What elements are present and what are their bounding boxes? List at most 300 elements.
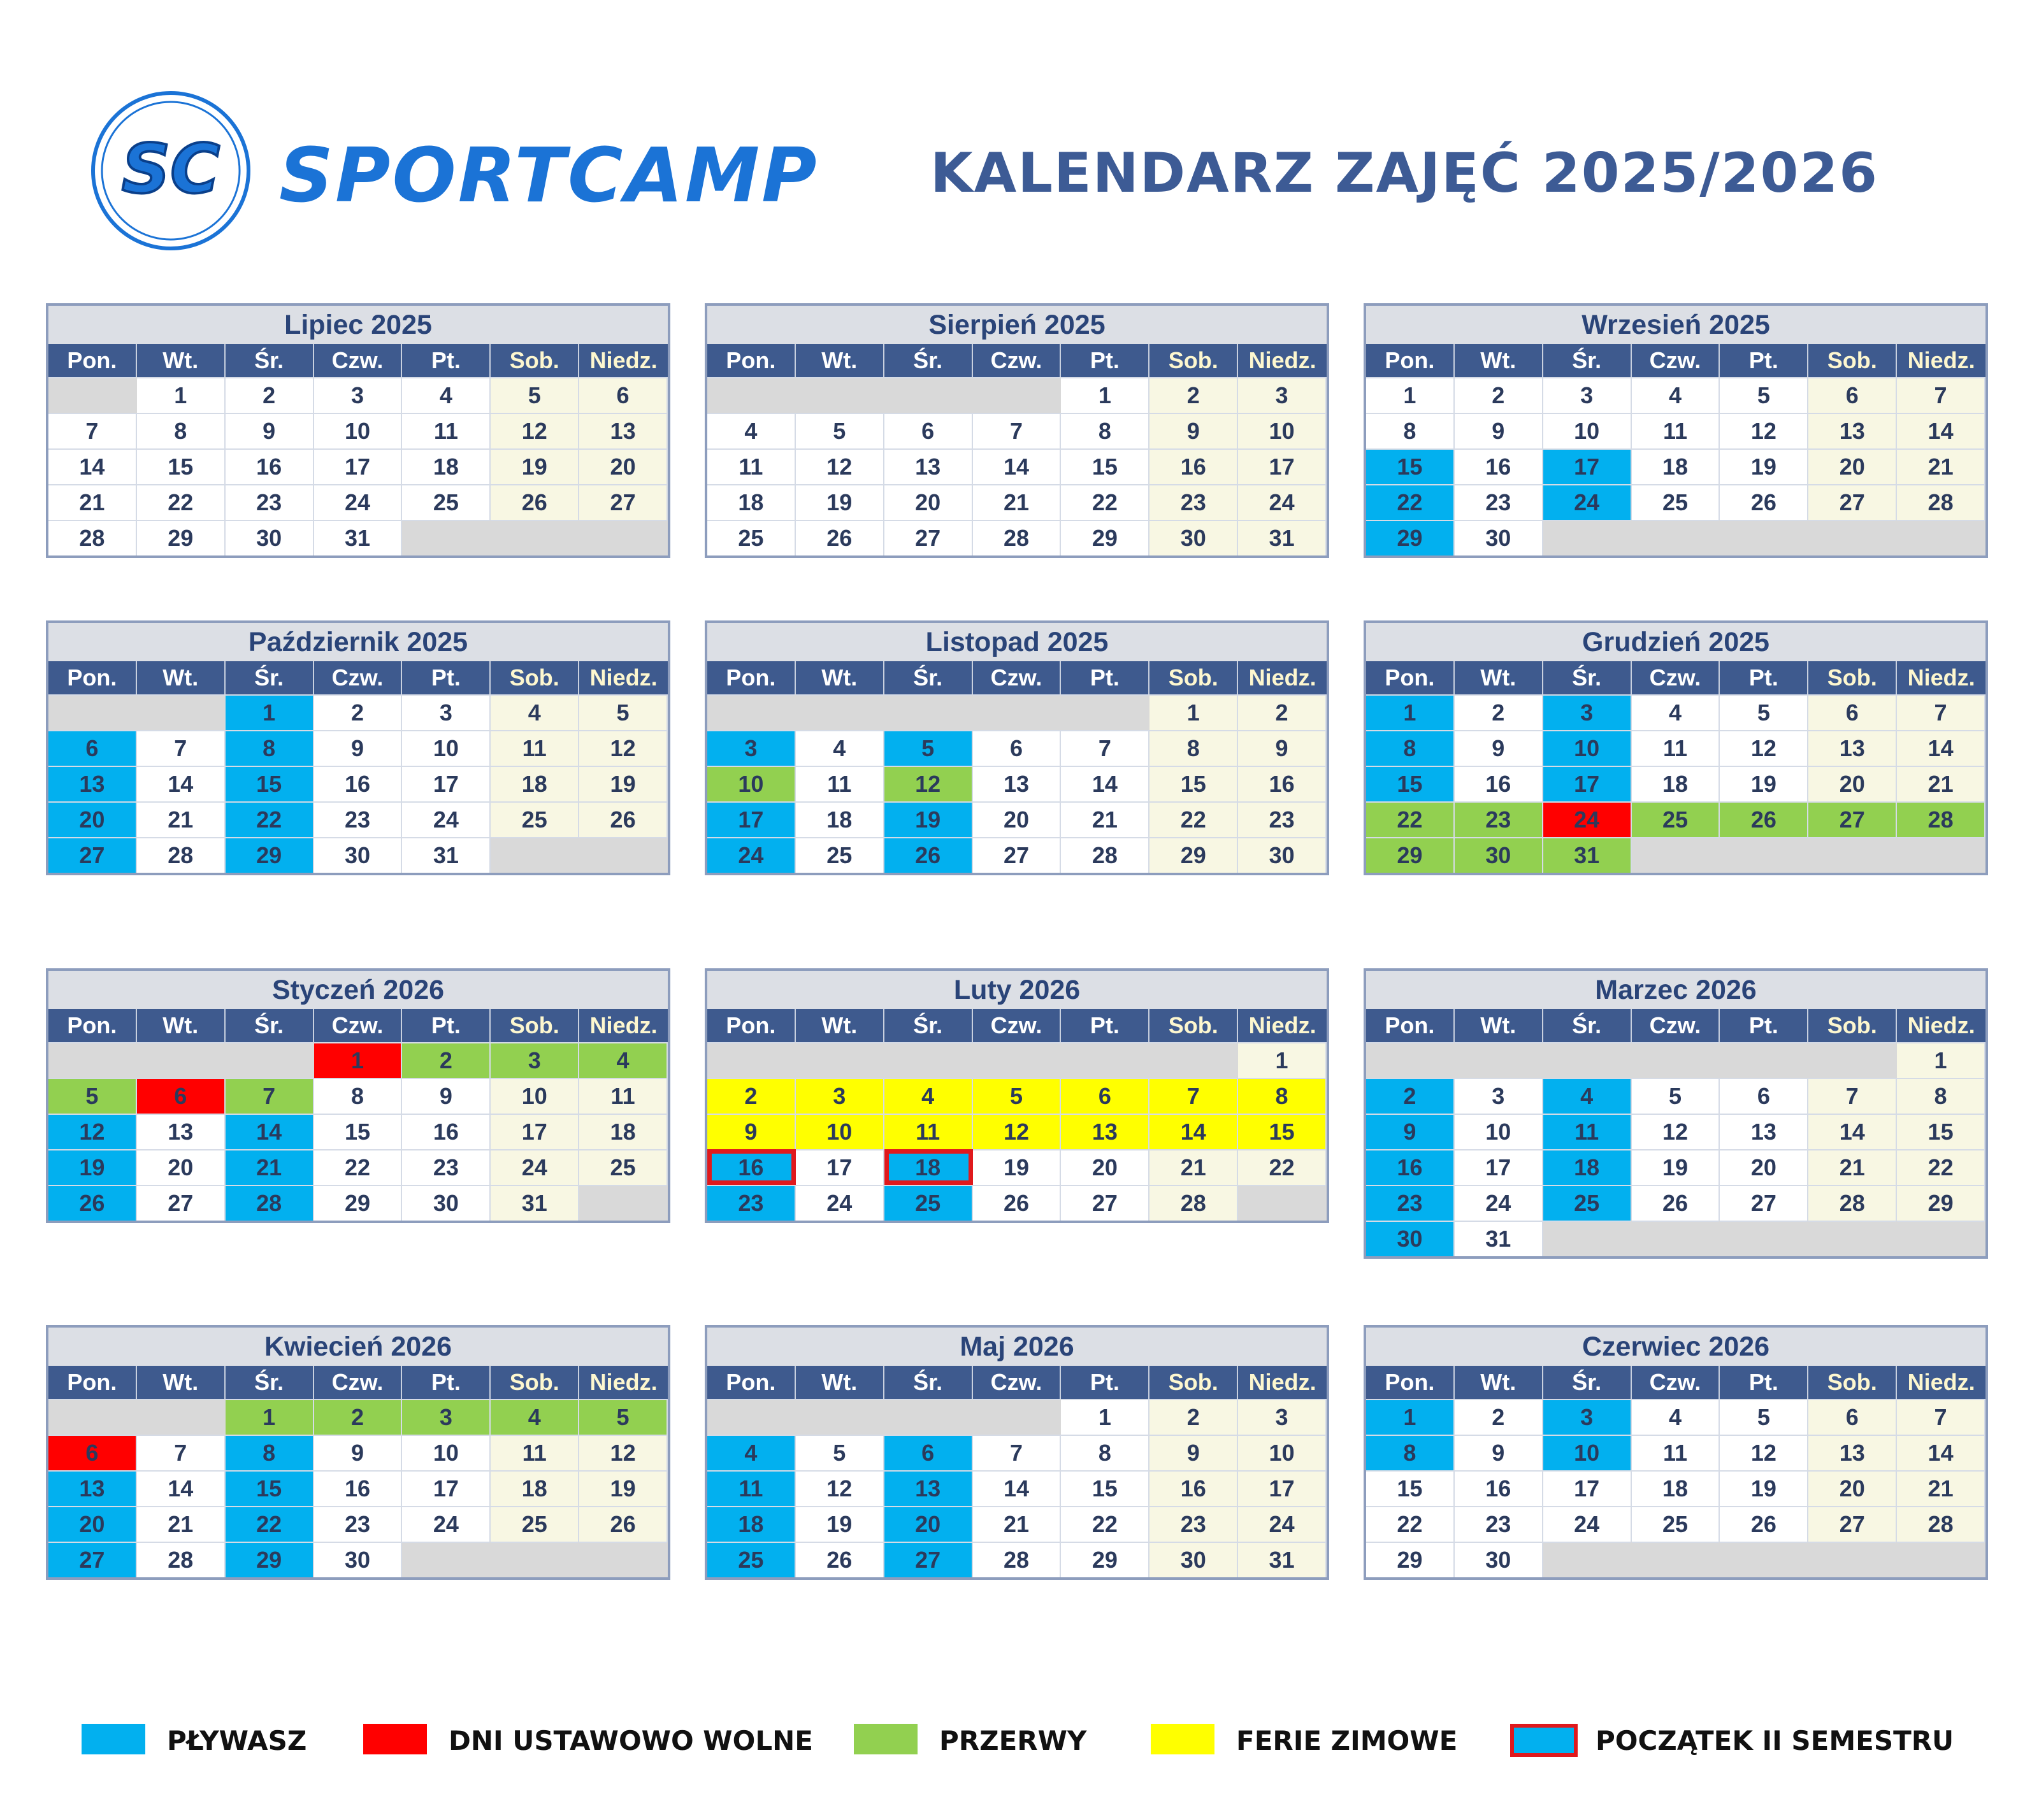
day-cell: 28 xyxy=(1897,1506,1985,1542)
empty-cell xyxy=(1897,520,1985,555)
day-cell: 14 xyxy=(1808,1114,1897,1149)
weekday-header: Pon. xyxy=(48,344,137,377)
day-cell: 17 xyxy=(1543,1470,1632,1506)
day-cell: 22 xyxy=(1366,484,1455,520)
day-cell: 6 xyxy=(884,1435,973,1470)
weekday-header: Sob. xyxy=(1808,344,1897,377)
month-title: Maj 2026 xyxy=(707,1328,1327,1366)
day-cell: 21 xyxy=(1897,1470,1985,1506)
weekday-header: Wt. xyxy=(137,661,226,694)
day-cell: 7 xyxy=(973,413,1062,448)
weekday-header: Pon. xyxy=(707,344,796,377)
day-cell: 20 xyxy=(884,484,973,520)
day-cell: 28 xyxy=(1149,1185,1238,1221)
day-cell: 16 xyxy=(1149,448,1238,484)
empty-cell xyxy=(796,1399,884,1435)
empty-cell xyxy=(226,1042,314,1078)
day-cell: 24 xyxy=(796,1185,884,1221)
day-cell: 9 xyxy=(1149,1435,1238,1470)
weekday-header: Śr. xyxy=(226,1366,314,1399)
day-cell: 20 xyxy=(48,801,137,837)
day-cell: 22 xyxy=(1149,801,1238,837)
day-cell: 24 xyxy=(402,1506,491,1542)
day-cell: 11 xyxy=(1632,730,1720,766)
empty-cell xyxy=(402,520,491,555)
empty-cell xyxy=(579,837,668,873)
day-cell: 6 xyxy=(137,1078,226,1114)
day-cell: 4 xyxy=(1632,1399,1720,1435)
weekday-header: Pt. xyxy=(1061,344,1149,377)
month-grid xyxy=(1366,1366,1985,1577)
empty-cell xyxy=(1149,1042,1238,1078)
day-cell: 11 xyxy=(707,1470,796,1506)
logo-monogram: SC xyxy=(121,130,220,208)
day-cell: 12 xyxy=(491,413,579,448)
day-cell: 11 xyxy=(884,1114,973,1149)
day-cell: 11 xyxy=(796,766,884,801)
day-cell: 15 xyxy=(1149,766,1238,801)
day-cell: 19 xyxy=(1720,448,1808,484)
day-cell: 2 xyxy=(1366,1078,1455,1114)
day-cell: 25 xyxy=(1632,1506,1720,1542)
day-cell: 16 xyxy=(707,1149,796,1185)
day-cell: 19 xyxy=(973,1149,1062,1185)
day-cell: 15 xyxy=(1366,1470,1455,1506)
day-cell: 22 xyxy=(226,801,314,837)
day-cell: 9 xyxy=(402,1078,491,1114)
empty-cell xyxy=(1632,1542,1720,1577)
day-cell: 18 xyxy=(1632,448,1720,484)
weekday-header: Sob. xyxy=(1808,1366,1897,1399)
day-cell: 5 xyxy=(1720,694,1808,730)
day-cell: 29 xyxy=(314,1185,403,1221)
month-grid xyxy=(1366,344,1985,555)
day-cell: 20 xyxy=(1808,1470,1897,1506)
day-cell: 12 xyxy=(1632,1114,1720,1149)
day-cell: 15 xyxy=(314,1114,403,1149)
weekday-header: Pt. xyxy=(1061,1009,1149,1042)
day-cell: 15 xyxy=(1897,1114,1985,1149)
month-title: Październik 2025 xyxy=(48,623,668,661)
day-cell: 23 xyxy=(226,484,314,520)
day-cell: 5 xyxy=(579,694,668,730)
empty-cell xyxy=(1366,1042,1455,1078)
day-cell: 23 xyxy=(1366,1185,1455,1221)
day-cell: 12 xyxy=(579,1435,668,1470)
day-cell: 26 xyxy=(579,801,668,837)
weekday-header: Pon. xyxy=(48,1009,137,1042)
day-cell: 17 xyxy=(1543,448,1632,484)
day-cell: 24 xyxy=(1455,1185,1543,1221)
weekday-header: Pon. xyxy=(707,1009,796,1042)
day-cell: 27 xyxy=(1808,801,1897,837)
empty-cell xyxy=(1543,1042,1632,1078)
weekday-header: Czw. xyxy=(314,661,403,694)
empty-cell xyxy=(491,1542,579,1577)
day-cell: 1 xyxy=(1061,1399,1149,1435)
empty-cell xyxy=(1808,1042,1897,1078)
day-cell: 16 xyxy=(314,766,403,801)
day-cell: 9 xyxy=(314,1435,403,1470)
day-cell: 21 xyxy=(1897,448,1985,484)
day-cell: 29 xyxy=(1061,1542,1149,1577)
day-cell: 14 xyxy=(137,1470,226,1506)
empty-cell xyxy=(1897,837,1985,873)
empty-cell xyxy=(491,837,579,873)
day-cell: 2 xyxy=(1238,694,1327,730)
day-cell: 14 xyxy=(48,448,137,484)
empty-cell xyxy=(48,1042,137,1078)
day-cell: 11 xyxy=(1632,1435,1720,1470)
day-cell: 4 xyxy=(1543,1078,1632,1114)
month-title: Listopad 2025 xyxy=(707,623,1327,661)
empty-cell xyxy=(1808,1221,1897,1256)
day-cell: 13 xyxy=(1808,413,1897,448)
day-cell: 18 xyxy=(579,1114,668,1149)
day-cell: 30 xyxy=(1149,520,1238,555)
weekday-header: Czw. xyxy=(973,344,1062,377)
weekday-header: Śr. xyxy=(226,344,314,377)
weekday-header: Niedz. xyxy=(579,1366,668,1399)
day-cell: 26 xyxy=(48,1185,137,1221)
day-cell: 22 xyxy=(1897,1149,1985,1185)
day-cell: 18 xyxy=(491,1470,579,1506)
day-cell: 13 xyxy=(973,766,1062,801)
day-cell: 8 xyxy=(137,413,226,448)
day-cell: 25 xyxy=(402,484,491,520)
day-cell: 28 xyxy=(137,837,226,873)
day-cell: 26 xyxy=(796,520,884,555)
weekday-header: Czw. xyxy=(314,1366,403,1399)
day-cell: 10 xyxy=(1543,1435,1632,1470)
weekday-header: Śr. xyxy=(1543,1366,1632,1399)
empty-cell xyxy=(1720,837,1808,873)
day-cell: 22 xyxy=(1366,1506,1455,1542)
day-cell: 1 xyxy=(1897,1042,1985,1078)
day-cell: 9 xyxy=(1455,1435,1543,1470)
weekday-header: Wt. xyxy=(796,1366,884,1399)
weekday-header: Sob. xyxy=(491,1009,579,1042)
day-cell: 17 xyxy=(1238,448,1327,484)
day-cell: 17 xyxy=(402,766,491,801)
day-cell: 25 xyxy=(796,837,884,873)
day-cell: 16 xyxy=(1455,1470,1543,1506)
day-cell: 29 xyxy=(1061,520,1149,555)
weekday-header: Pon. xyxy=(707,1366,796,1399)
day-cell: 13 xyxy=(1808,1435,1897,1470)
day-cell: 19 xyxy=(1720,1470,1808,1506)
day-cell: 9 xyxy=(1238,730,1327,766)
day-cell: 21 xyxy=(226,1149,314,1185)
day-cell: 29 xyxy=(1366,837,1455,873)
day-cell: 10 xyxy=(1238,1435,1327,1470)
weekday-header: Niedz. xyxy=(579,661,668,694)
day-cell: 13 xyxy=(884,448,973,484)
month-title: Styczeń 2026 xyxy=(48,971,668,1009)
weekday-header: Wt. xyxy=(1455,1009,1543,1042)
day-cell: 9 xyxy=(1455,413,1543,448)
day-cell: 16 xyxy=(1455,766,1543,801)
day-cell: 31 xyxy=(1543,837,1632,873)
month-calendar-czerwiec-2026 xyxy=(1364,1325,1988,1580)
month-calendar-pazdziernik-2025 xyxy=(46,620,670,875)
month-title: Czerwiec 2026 xyxy=(1366,1328,1985,1366)
empty-cell xyxy=(973,694,1062,730)
day-cell: 6 xyxy=(579,377,668,413)
day-cell: 1 xyxy=(1366,1399,1455,1435)
day-cell: 29 xyxy=(1366,1542,1455,1577)
day-cell: 13 xyxy=(48,1470,137,1506)
day-cell: 8 xyxy=(1366,1435,1455,1470)
day-cell: 8 xyxy=(1897,1078,1985,1114)
empty-cell xyxy=(1720,1042,1808,1078)
day-cell: 6 xyxy=(1061,1078,1149,1114)
day-cell: 28 xyxy=(1808,1185,1897,1221)
day-cell: 30 xyxy=(1238,837,1327,873)
day-cell: 1 xyxy=(1366,694,1455,730)
day-cell: 2 xyxy=(1455,1399,1543,1435)
day-cell: 25 xyxy=(707,1542,796,1577)
weekday-header: Pon. xyxy=(1366,1366,1455,1399)
day-cell: 18 xyxy=(796,801,884,837)
day-cell: 5 xyxy=(1720,1399,1808,1435)
day-cell: 7 xyxy=(1061,730,1149,766)
day-cell: 21 xyxy=(137,1506,226,1542)
weekday-header: Sob. xyxy=(491,344,579,377)
day-cell: 11 xyxy=(491,730,579,766)
day-cell: 5 xyxy=(48,1078,137,1114)
day-cell: 2 xyxy=(1455,694,1543,730)
empty-cell xyxy=(402,1542,491,1577)
day-cell: 4 xyxy=(707,1435,796,1470)
day-cell: 22 xyxy=(1238,1149,1327,1185)
empty-cell xyxy=(884,1399,973,1435)
day-cell: 16 xyxy=(1366,1149,1455,1185)
empty-cell xyxy=(137,694,226,730)
month-calendar-marzec-2026 xyxy=(1364,968,1988,1259)
day-cell: 16 xyxy=(1238,766,1327,801)
day-cell: 18 xyxy=(1632,1470,1720,1506)
day-cell: 17 xyxy=(1238,1470,1327,1506)
day-cell: 27 xyxy=(884,1542,973,1577)
day-cell: 15 xyxy=(1366,766,1455,801)
day-cell: 14 xyxy=(226,1114,314,1149)
day-cell: 21 xyxy=(973,484,1062,520)
day-cell: 16 xyxy=(402,1114,491,1149)
day-cell: 22 xyxy=(1061,1506,1149,1542)
day-cell: 9 xyxy=(314,730,403,766)
day-cell: 11 xyxy=(1543,1114,1632,1149)
day-cell: 28 xyxy=(973,1542,1062,1577)
day-cell: 30 xyxy=(1455,1542,1543,1577)
day-cell: 5 xyxy=(491,377,579,413)
day-cell: 6 xyxy=(48,730,137,766)
month-grid xyxy=(707,344,1327,555)
day-cell: 13 xyxy=(884,1470,973,1506)
empty-cell xyxy=(1897,1221,1985,1256)
day-cell: 1 xyxy=(1149,694,1238,730)
month-title: Marzec 2026 xyxy=(1366,971,1985,1009)
day-cell: 16 xyxy=(226,448,314,484)
day-cell: 15 xyxy=(226,1470,314,1506)
empty-cell xyxy=(707,694,796,730)
day-cell: 7 xyxy=(1808,1078,1897,1114)
empty-cell xyxy=(1543,1542,1632,1577)
day-cell: 4 xyxy=(707,413,796,448)
day-cell: 31 xyxy=(491,1185,579,1221)
day-cell: 5 xyxy=(973,1078,1062,1114)
month-grid xyxy=(707,1009,1327,1221)
day-cell: 30 xyxy=(1455,520,1543,555)
day-cell: 28 xyxy=(1897,801,1985,837)
empty-cell xyxy=(1632,1042,1720,1078)
day-cell: 29 xyxy=(1366,520,1455,555)
day-cell: 29 xyxy=(1149,837,1238,873)
day-cell: 10 xyxy=(1543,730,1632,766)
empty-cell xyxy=(1061,1042,1149,1078)
day-cell: 31 xyxy=(1238,1542,1327,1577)
empty-cell xyxy=(48,377,137,413)
day-cell: 3 xyxy=(1238,377,1327,413)
day-cell: 23 xyxy=(1238,801,1327,837)
day-cell: 30 xyxy=(1149,1542,1238,1577)
weekday-header: Pon. xyxy=(48,1366,137,1399)
weekday-header: Sob. xyxy=(1149,661,1238,694)
empty-cell xyxy=(796,694,884,730)
empty-cell xyxy=(1632,837,1720,873)
day-cell: 31 xyxy=(1238,520,1327,555)
weekday-header: Pt. xyxy=(1720,1366,1808,1399)
day-cell: 24 xyxy=(402,801,491,837)
day-cell: 27 xyxy=(48,837,137,873)
day-cell: 27 xyxy=(1808,484,1897,520)
day-cell: 15 xyxy=(226,766,314,801)
day-cell: 15 xyxy=(1238,1114,1327,1149)
day-cell: 22 xyxy=(1366,801,1455,837)
month-calendar-styczen-2026 xyxy=(46,968,670,1223)
weekday-header: Niedz. xyxy=(1897,661,1985,694)
empty-cell xyxy=(1632,520,1720,555)
day-cell: 20 xyxy=(48,1506,137,1542)
weekday-header: Pt. xyxy=(1720,344,1808,377)
day-cell: 3 xyxy=(314,377,403,413)
day-cell: 30 xyxy=(314,1542,403,1577)
day-cell: 15 xyxy=(1061,448,1149,484)
day-cell: 2 xyxy=(1149,1399,1238,1435)
day-cell: 11 xyxy=(1632,413,1720,448)
weekday-header: Pt. xyxy=(402,661,491,694)
day-cell: 26 xyxy=(1632,1185,1720,1221)
empty-cell xyxy=(1720,520,1808,555)
day-cell: 19 xyxy=(579,766,668,801)
day-cell: 4 xyxy=(491,1399,579,1435)
day-cell: 25 xyxy=(1632,801,1720,837)
day-cell: 23 xyxy=(1455,1506,1543,1542)
weekday-header: Śr. xyxy=(1543,344,1632,377)
day-cell: 28 xyxy=(973,520,1062,555)
weekday-header: Czw. xyxy=(1632,344,1720,377)
weekday-header: Niedz. xyxy=(1897,1009,1985,1042)
weekday-header: Czw. xyxy=(314,344,403,377)
month-calendar-maj-2026 xyxy=(705,1325,1329,1580)
day-cell: 2 xyxy=(1149,377,1238,413)
empty-cell xyxy=(1720,1542,1808,1577)
day-cell: 29 xyxy=(226,1542,314,1577)
day-cell: 5 xyxy=(1720,377,1808,413)
day-cell: 31 xyxy=(314,520,403,555)
day-cell: 3 xyxy=(1543,1399,1632,1435)
day-cell: 7 xyxy=(1897,694,1985,730)
month-title: Luty 2026 xyxy=(707,971,1327,1009)
day-cell: 12 xyxy=(48,1114,137,1149)
day-cell: 10 xyxy=(1543,413,1632,448)
day-cell: 6 xyxy=(48,1435,137,1470)
day-cell: 30 xyxy=(1366,1221,1455,1256)
empty-cell xyxy=(579,520,668,555)
weekday-header: Wt. xyxy=(796,1009,884,1042)
day-cell: 28 xyxy=(1897,484,1985,520)
day-cell: 15 xyxy=(137,448,226,484)
empty-cell xyxy=(1455,1042,1543,1078)
day-cell: 30 xyxy=(402,1185,491,1221)
month-grid xyxy=(48,1366,668,1577)
day-cell: 25 xyxy=(884,1185,973,1221)
logo xyxy=(89,89,252,252)
day-cell: 8 xyxy=(226,730,314,766)
day-cell: 8 xyxy=(226,1435,314,1470)
empty-cell xyxy=(1720,1221,1808,1256)
empty-cell xyxy=(884,377,973,413)
legend-swatch-semester-start xyxy=(1510,1724,1578,1757)
day-cell: 30 xyxy=(226,520,314,555)
weekday-header: Wt. xyxy=(796,344,884,377)
day-cell: 5 xyxy=(1632,1078,1720,1114)
day-cell: 1 xyxy=(226,1399,314,1435)
weekday-header: Czw. xyxy=(1632,1366,1720,1399)
day-cell: 19 xyxy=(1632,1149,1720,1185)
day-cell: 6 xyxy=(973,730,1062,766)
day-cell: 22 xyxy=(314,1149,403,1185)
day-cell: 3 xyxy=(402,1399,491,1435)
weekday-header: Czw. xyxy=(1632,661,1720,694)
legend-label: POCZĄTEK II SEMESTRU xyxy=(1596,1725,1954,1756)
day-cell: 15 xyxy=(1061,1470,1149,1506)
day-cell: 25 xyxy=(579,1149,668,1185)
day-cell: 20 xyxy=(1808,448,1897,484)
weekday-header: Sob. xyxy=(491,1366,579,1399)
day-cell: 16 xyxy=(1455,448,1543,484)
weekday-header: Wt. xyxy=(137,1009,226,1042)
weekday-header: Niedz. xyxy=(579,1009,668,1042)
day-cell: 3 xyxy=(796,1078,884,1114)
day-cell: 23 xyxy=(1149,484,1238,520)
day-cell: 4 xyxy=(491,694,579,730)
weekday-header: Niedz. xyxy=(1238,1366,1327,1399)
day-cell: 14 xyxy=(973,448,1062,484)
day-cell: 6 xyxy=(884,413,973,448)
day-cell: 11 xyxy=(707,448,796,484)
day-cell: 26 xyxy=(884,837,973,873)
day-cell: 9 xyxy=(1149,413,1238,448)
day-cell: 6 xyxy=(1720,1078,1808,1114)
day-cell: 13 xyxy=(579,413,668,448)
day-cell: 4 xyxy=(1632,377,1720,413)
day-cell: 8 xyxy=(1366,730,1455,766)
day-cell: 2 xyxy=(314,1399,403,1435)
day-cell: 8 xyxy=(314,1078,403,1114)
weekday-header: Wt. xyxy=(137,344,226,377)
weekday-header: Pt. xyxy=(402,344,491,377)
